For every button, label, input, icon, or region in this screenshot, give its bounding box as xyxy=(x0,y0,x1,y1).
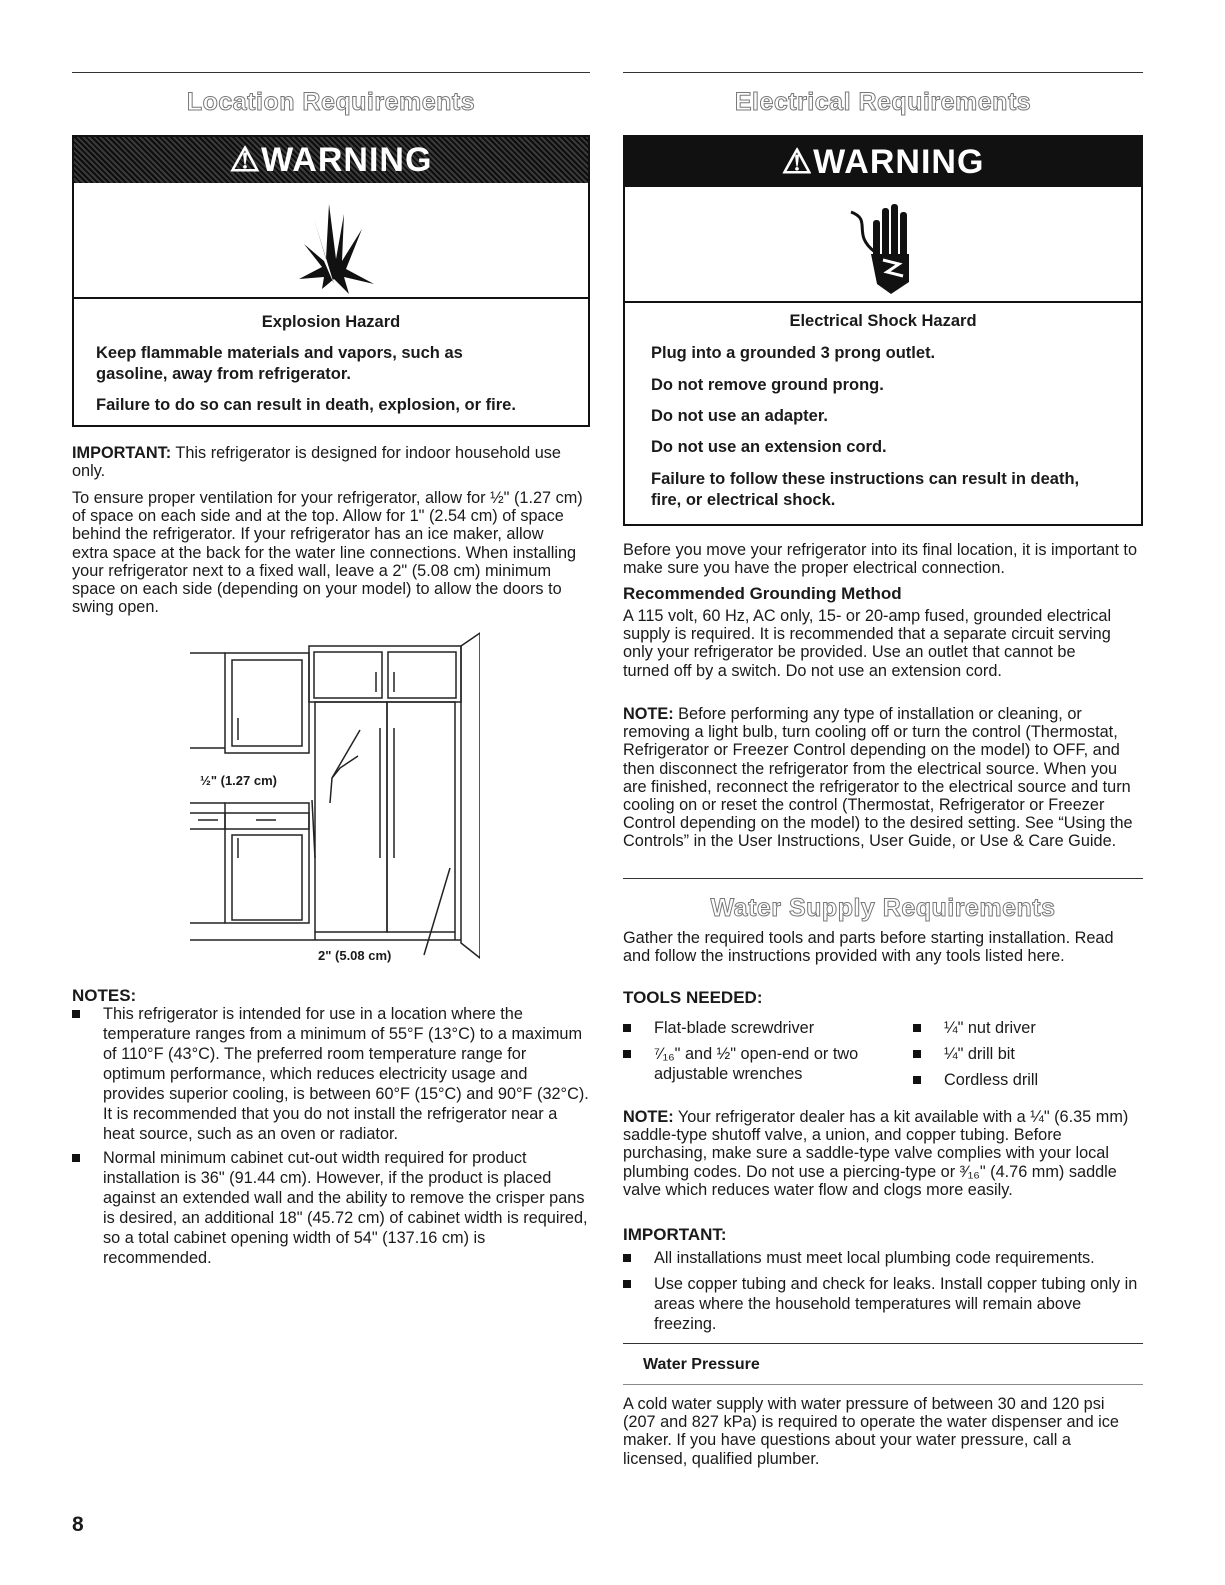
page-number: 8 xyxy=(72,1513,84,1536)
tool-item-text: Flat-blade screwdriver xyxy=(654,1019,815,1037)
bullet-square-icon xyxy=(623,1050,631,1058)
warning-line-6: fire, or electrical shock. xyxy=(651,491,836,509)
note2-text: Your refrigerator dealer has a kit available with a ¼" (6.35 mm) saddle-type shutoff valve, a union, and copper tubing. Before purchasing, make sure a saddle-type valve complies with your local plumbing codes. Do not use a piercing-type or ³⁄₁₆" (4.76 mm) saddle valve which reduces water flow and clogs more easily. xyxy=(623,1108,1129,1199)
water-pressure-heading: Water Pressure xyxy=(643,1356,760,1373)
water-section-rule xyxy=(623,878,1143,879)
explosion-icon xyxy=(284,189,384,299)
important-item-text: Use copper tubing and check for leaks. Install copper tubing only in areas where the household temperatures will remain above freezing. xyxy=(654,1275,1138,1333)
electric-shock-hand-icon xyxy=(843,194,923,294)
important-paragraph xyxy=(72,444,582,480)
note-item-text: Normal minimum cabinet cut-out width required for product installation is 36" (91.44 cm). However, if the product is placed against an extended wall and the ability to remove the crisper pans is desired, an additional 18" (45.72 cm) of cabinet width is required, so a total cabinet opening width of 54" (137.16 cm) is recommended. xyxy=(103,1149,588,1267)
tool-item-text: ¼" drill bit xyxy=(944,1045,1015,1063)
note-text: Before performing any type of installation or cleaning, or removing a light bulb, turn cooling off or turn the control (Thermostat, Refrigerator or Freezer Control depending on the model) to OFF, and then disconnect the refrigerator from the electrical source. When you are finished, reconnect the refrigerator to the electrical source and turn cooling on or reset the control (Thermostat, Refrigerator or Freezer Control depending on the model) to the desired setting. See “Using the Controls” in the User Instructions, User Guide, or Use & Care Guide. xyxy=(623,705,1133,851)
electrical-requirements-title: Electrical Requirements xyxy=(734,88,1032,116)
tool-item-text: ⁷⁄₁₆" and ½" open-end or two adjustable wrenches xyxy=(654,1045,859,1083)
top-rule-left xyxy=(72,72,590,73)
top-rule-right xyxy=(623,72,1143,73)
cabinet-clearance-figure xyxy=(190,628,480,973)
tools-needed-heading: TOOLS NEEDED: xyxy=(623,988,763,1007)
warning-heading: ⚠WARNING xyxy=(74,137,588,183)
note2-label: NOTE: xyxy=(623,1108,674,1126)
gather-paragraph: Gather the required tools and parts before starting installation. Read and follow the instructions provided with any tools listed here. xyxy=(623,929,1114,966)
warning-line-2: gasoline, away from refrigerator. xyxy=(96,365,351,383)
warning-line-2: Do not remove ground prong. xyxy=(651,376,884,394)
note-paragraph xyxy=(623,705,1143,851)
warning-line-1: Plug into a grounded 3 prong outlet. xyxy=(651,344,936,362)
bullet-square-icon xyxy=(913,1024,921,1032)
important-heading: IMPORTANT: xyxy=(623,1225,727,1244)
water-supply-title: Water Supply Requirements xyxy=(710,894,1056,922)
warning-divider xyxy=(625,301,1141,303)
warning-line-1: Keep flammable materials and vapors, such as xyxy=(96,344,463,362)
before-move-paragraph: Before you move your refrigerator into its final location, it is important to make sure you have the proper electrical connection. xyxy=(623,541,1137,578)
water-pressure-header xyxy=(623,1343,1143,1385)
hazard-title: Explosion Hazard xyxy=(261,313,401,331)
ventilation-paragraph: To ensure proper ventilation for your refrigerator, allow for ½" (1.27 cm) of space on each side and at the top. Allow for 1" (2.54 cm) of space behind the refrigerator. If your refrigerator has an ice maker, allow extra space at the back for the water line connections. When installing your refrigerator next to a fixed wall, leave a 2" (5.08 cm) minimum space on each side (depending on your model) to allow the doors to swing open. xyxy=(72,489,583,617)
hazard-title: Electrical Shock Hazard xyxy=(789,312,977,330)
bullet-square-icon xyxy=(72,1154,80,1162)
bullet-square-icon xyxy=(913,1050,921,1058)
notes-heading: NOTES: xyxy=(72,986,137,1005)
warning-line-3: Do not use an adapter. xyxy=(651,407,828,425)
note2-paragraph xyxy=(623,1108,1138,1199)
bullet-square-icon xyxy=(623,1254,631,1262)
warning-heading: ⚠WARNING xyxy=(625,137,1141,187)
note-label: NOTE: xyxy=(623,705,674,723)
warning-divider xyxy=(74,297,588,299)
location-requirements-title: Location Requirements xyxy=(186,88,476,116)
bullet-square-icon xyxy=(623,1280,631,1288)
warning-line-5: Failure to follow these instructions can result in death, xyxy=(651,470,1080,488)
note-item-text: This refrigerator is intended for use in a location where the temperature ranges from a minimum of 55°F (13°C) to a maximum of 110°F (43°C). The preferred room temperature range for optimum performance, which reduces electricity usage and provides superior cooling, is between 60°F (15°C) and 90°F (32°C). It is recommended that you do not install the refrigerator near a heat source, such as an oven or radiator. xyxy=(103,1005,589,1143)
explosion-warning-box xyxy=(72,135,590,427)
warning-line-3: Failure to do so can result in death, explosion, or fire. xyxy=(96,396,516,414)
half-inch-label: ½" (1.27 cm) xyxy=(200,773,277,788)
bullet-square-icon xyxy=(623,1024,631,1032)
important-text: This refrigerator is designed for indoor household use only. xyxy=(72,444,561,481)
two-inch-label: 2" (5.08 cm) xyxy=(318,948,392,963)
tool-item-text: Cordless drill xyxy=(944,1071,1039,1089)
warning-line-4: Do not use an extension cord. xyxy=(651,438,887,456)
important-label: IMPORTANT: xyxy=(72,444,172,462)
bullet-square-icon xyxy=(72,1010,80,1018)
grounding-heading: Recommended Grounding Method xyxy=(623,584,902,603)
grounding-paragraph: A 115 volt, 60 Hz, AC only, 15- or 20-amp fused, grounded electrical supply is required. It is recommended that a separate circuit serving only your refrigerator be provided. Use an outlet that cannot be turned off by a switch. Do not use an extension cord. xyxy=(623,607,1112,680)
tool-item-text: ¼" nut driver xyxy=(944,1019,1036,1037)
important-item-text: All installations must meet local plumbing code requirements. xyxy=(654,1249,1095,1267)
bullet-square-icon xyxy=(913,1076,921,1084)
water-pressure-paragraph: A cold water supply with water pressure of between 30 and 120 psi (207 and 827 kPa) is required to operate the water dispenser and ice maker. If you have questions about your water pressure, call a licensed, qualified plumber. xyxy=(623,1395,1119,1468)
shock-warning-box xyxy=(623,135,1143,526)
